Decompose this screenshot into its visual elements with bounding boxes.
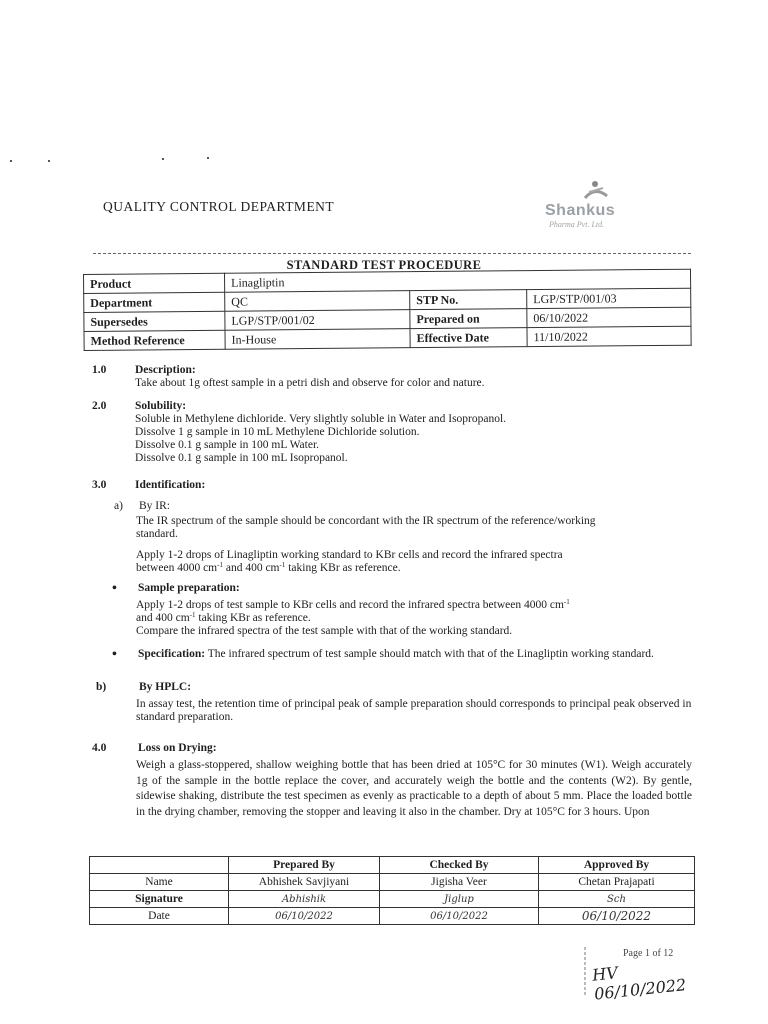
signature: Sch bbox=[539, 891, 695, 908]
table-cell: Jigisha Veer bbox=[380, 874, 539, 891]
approval-table bbox=[89, 856, 695, 925]
table-cell bbox=[90, 857, 229, 874]
table-row bbox=[90, 891, 695, 908]
section-number: 1.0 bbox=[92, 364, 107, 376]
table-row bbox=[90, 857, 695, 874]
sub-heading: By IR: bbox=[139, 500, 170, 512]
section-heading: Identification: bbox=[135, 479, 206, 491]
sample-prep-text bbox=[136, 599, 696, 638]
page-number: Page 1 of 12 bbox=[623, 948, 674, 959]
effective-date-value: 11/10/2022 bbox=[527, 326, 691, 346]
document-title: STANDARD TEST PROCEDURE bbox=[286, 258, 482, 272]
handwritten-date: 06/10/2022 bbox=[380, 908, 539, 925]
bullet: • bbox=[112, 581, 117, 596]
sample-prep-line bbox=[136, 612, 696, 625]
prepared-on-value: 06/10/2022 bbox=[527, 307, 691, 327]
ir-procedure-line bbox=[136, 562, 696, 575]
stp-label: STP No. bbox=[410, 290, 527, 310]
section-heading: Solubility: bbox=[135, 400, 187, 412]
section-heading: Description: bbox=[135, 364, 196, 376]
logo-name: Shankus bbox=[545, 202, 616, 219]
lod-text: Weigh a glass-stoppered, shallow weighing bottle that has been dried at 105°C for 30 minutes (W1). Weigh accurately 1g of the sample in the bottle replace the cover, and accurately weigh the bottle and the contents (W2). By gentle, sidewise shaking, distribute the test specimen as evenly as practicable to a depth of about 5 mm. Place the loaded bottle in the drying chamber, removing the stopper and leaving it also in the chamber. Dry at 105°C for 3 hours. Upon bbox=[136, 759, 692, 818]
signature: Jiglup bbox=[380, 891, 539, 908]
ir-paragraph: The IR spectrum of the sample should be concordant with the IR spectrum of the reference/working standard. bbox=[136, 515, 596, 540]
solubility-line: Soluble in Methylene dichloride. Very slightly soluble in Water and Isopropanol. bbox=[135, 413, 507, 425]
section-number: 4.0 bbox=[92, 742, 107, 754]
superscript: -1 bbox=[279, 561, 286, 569]
text-fragment: between 4000 cm bbox=[136, 562, 218, 574]
section-number: 2.0 bbox=[92, 400, 107, 412]
handwritten-stamp: HV 06/10/2022 bbox=[591, 963, 688, 1004]
column-header: Approved By bbox=[539, 857, 695, 874]
scan-speck bbox=[48, 160, 50, 162]
table-cell: Abhishek Savjiyani bbox=[229, 874, 380, 891]
sample-prep-heading: Sample preparation: bbox=[138, 582, 240, 594]
company-logo bbox=[545, 178, 645, 233]
page-footer bbox=[583, 945, 703, 1004]
column-header: Prepared By bbox=[229, 857, 380, 874]
department-value: QC bbox=[225, 291, 410, 312]
solubility-section bbox=[135, 400, 695, 465]
section-heading: Loss on Drying: bbox=[138, 742, 217, 754]
handwritten-date: 06/10/2022 bbox=[539, 908, 695, 925]
sub-label: a) bbox=[114, 500, 123, 512]
description-text: Take about 1g oftest sample in a petri dish and observe for color and nature. bbox=[135, 377, 485, 389]
method-reference-label: Method Reference bbox=[84, 330, 225, 350]
info-table bbox=[83, 269, 692, 351]
product-label: Product bbox=[84, 273, 225, 293]
row-label: Name bbox=[90, 874, 229, 891]
text-fragment: and 400 cm bbox=[222, 562, 280, 574]
stp-value: LGP/STP/001/03 bbox=[527, 288, 691, 308]
solubility-line: Dissolve 1 g sample in 10 mL Methylene Dichloride solution. bbox=[135, 426, 420, 438]
superscript: -1 bbox=[217, 561, 223, 569]
section-number: 3.0 bbox=[92, 479, 107, 491]
department-label: Department bbox=[84, 292, 225, 312]
table-row bbox=[90, 908, 695, 925]
solubility-line: Dissolve 0.1 g sample in 100 mL Water. bbox=[135, 439, 320, 451]
method-reference-value: In-House bbox=[225, 329, 410, 350]
superscript: -1 bbox=[189, 611, 196, 619]
ir-procedure-line: Apply 1-2 drops of Linagliptin working standard to KBr cells and record the infrared spectra bbox=[136, 549, 563, 561]
text-fragment: taking KBr as reference. bbox=[195, 612, 311, 624]
table-row bbox=[84, 326, 691, 350]
header-divider bbox=[93, 253, 691, 254]
row-label: Date bbox=[90, 908, 229, 925]
scan-speck bbox=[162, 158, 164, 160]
text-fragment: The infrared spectrum of test sample should match with that of the Linagliptin working standard. bbox=[205, 648, 654, 660]
specification-text bbox=[138, 648, 693, 661]
scan-speck bbox=[10, 160, 12, 162]
description-section bbox=[135, 364, 695, 390]
handwritten-date: 06/10/2022 bbox=[229, 908, 380, 925]
solubility-line: Dissolve 0.1 g sample in 100 mL Isopropanol. bbox=[135, 452, 348, 464]
text-fragment: and 400 cm bbox=[136, 612, 190, 624]
hplc-text: In assay test, the retention time of principal peak of sample preparation should corresponds to principal peak observed in standard preparation. bbox=[136, 698, 692, 723]
table-row bbox=[90, 874, 695, 891]
specification-heading: Specification: bbox=[138, 648, 206, 660]
product-value: Linagliptin bbox=[224, 269, 690, 292]
sample-prep-line bbox=[136, 599, 696, 612]
superscript: -1 bbox=[563, 598, 570, 606]
sub-heading: By HPLC: bbox=[139, 681, 192, 693]
logo-mark-icon bbox=[575, 178, 615, 202]
scan-speck bbox=[207, 157, 209, 159]
supersedes-value: LGP/STP/001/02 bbox=[225, 310, 410, 331]
ir-procedure bbox=[136, 549, 696, 575]
table-cell: Chetan Prajapati bbox=[539, 874, 695, 891]
sample-prep-line: Compare the infrared spectra of the test sample with that of the working standard. bbox=[136, 625, 513, 637]
bullet: • bbox=[112, 647, 117, 662]
text-fragment: taking KBr as reference. bbox=[285, 562, 401, 574]
text-fragment: Apply 1-2 drops of test sample to KBr cells and record the infrared spectra between 4000 cm bbox=[136, 599, 564, 611]
row-label: Signature bbox=[90, 891, 229, 908]
column-header: Checked By bbox=[380, 857, 539, 874]
logo-subtitle: Pharma Pvt. Ltd. bbox=[549, 220, 605, 229]
sub-label: b) bbox=[96, 681, 107, 693]
prepared-on-label: Prepared on bbox=[410, 309, 527, 329]
effective-date-label: Effective Date bbox=[410, 328, 527, 348]
department-heading: QUALITY CONTROL DEPARTMENT bbox=[103, 199, 335, 214]
supersedes-label: Supersedes bbox=[84, 311, 225, 331]
signature: Abhishik bbox=[229, 891, 380, 908]
